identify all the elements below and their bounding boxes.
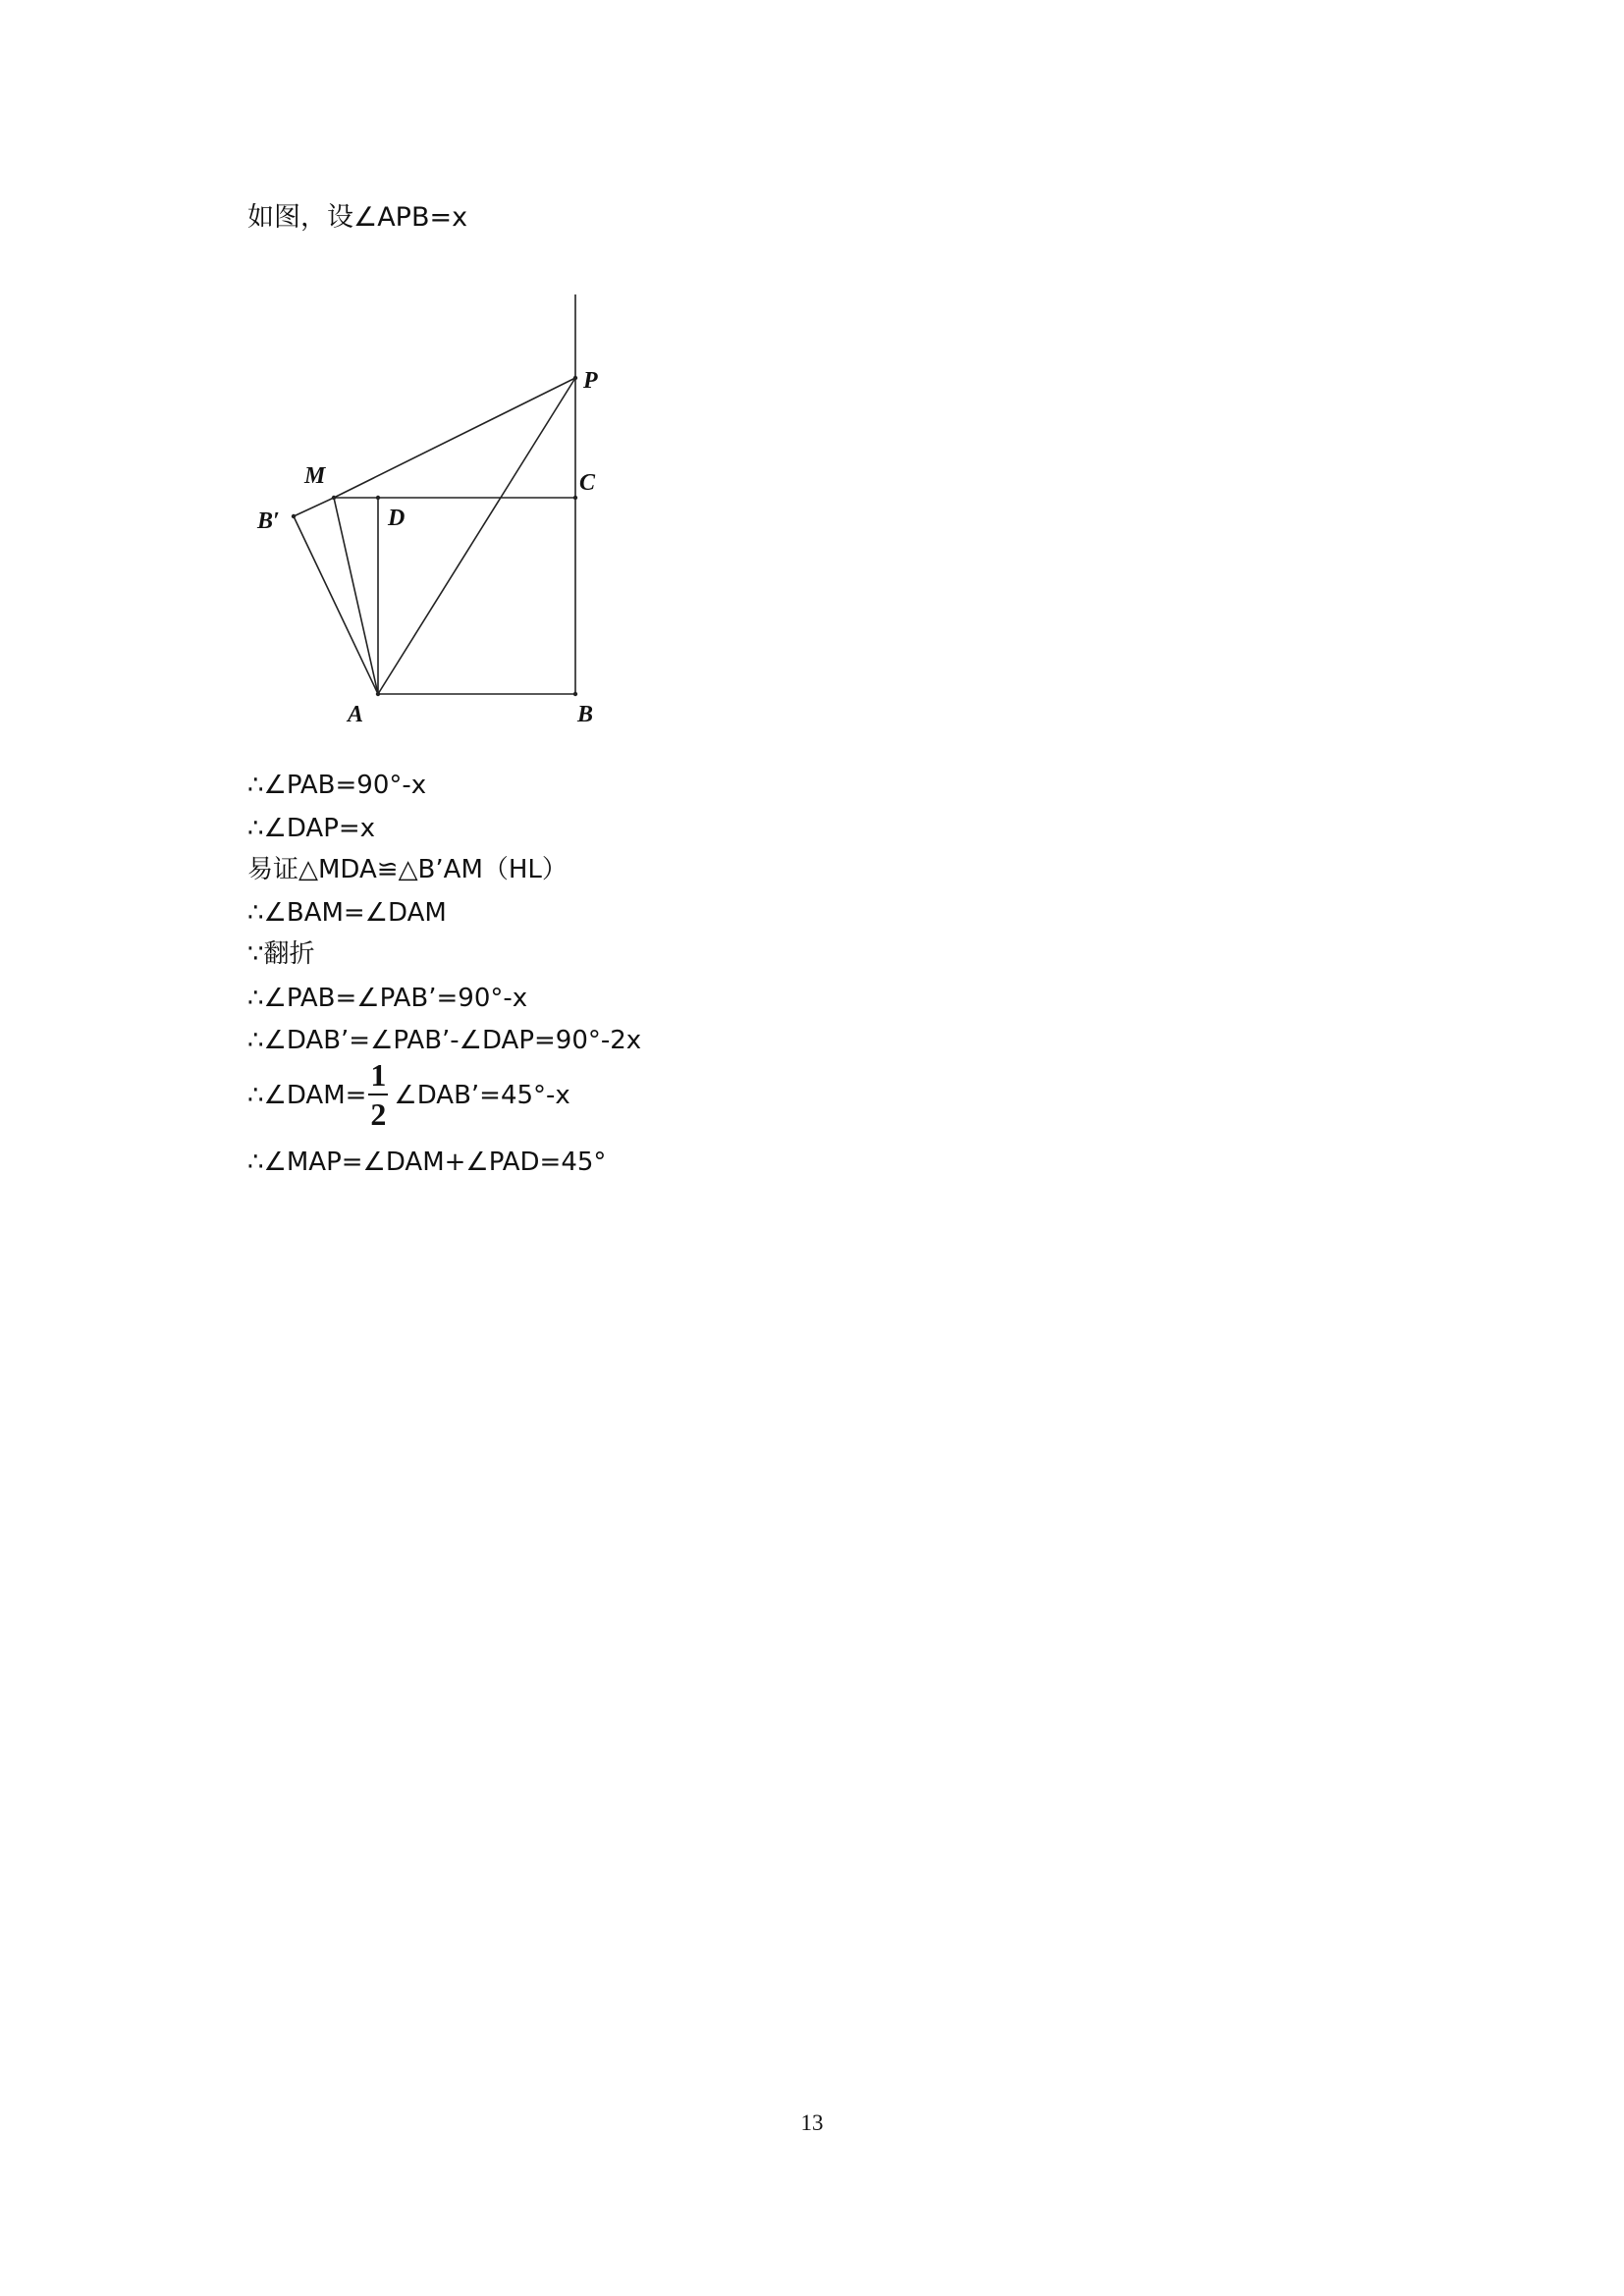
proof-step: ∴∠MAP=∠DAM+∠PAD=45° bbox=[247, 1148, 607, 1177]
point-a-dot bbox=[376, 692, 380, 696]
segment-a-b-prime bbox=[294, 516, 378, 694]
point-d-dot bbox=[376, 496, 380, 500]
geometry-diagram bbox=[245, 290, 619, 731]
segment-m-p bbox=[334, 378, 575, 498]
proof-step: ∵翻折 bbox=[247, 939, 315, 969]
proof-step-with-fraction bbox=[247, 1056, 570, 1135]
step-text-after-fraction: ∠DAB’=45°-x bbox=[394, 1081, 570, 1110]
fraction-one-half bbox=[368, 1056, 388, 1132]
point-m-dot bbox=[332, 496, 336, 500]
label-p: P bbox=[583, 368, 598, 394]
fraction-numerator: 1 bbox=[368, 1059, 388, 1095]
proof-step: ∴∠PAB=∠PAB’=90°-x bbox=[247, 984, 528, 1013]
geometry-figure bbox=[245, 290, 619, 731]
proof-step: ∴∠BAM=∠DAM bbox=[247, 898, 447, 928]
point-p-dot bbox=[573, 376, 577, 380]
proof-step: ∴∠DAB’=∠PAB’-∠DAP=90°-2x bbox=[247, 1026, 642, 1055]
step-text-before-fraction: ∴∠DAM= bbox=[247, 1081, 367, 1110]
proof-step: ∴∠PAB=90°-x bbox=[247, 771, 427, 800]
label-d: D bbox=[388, 506, 406, 531]
label-b: B bbox=[577, 702, 594, 727]
page-number: 13 bbox=[800, 2110, 824, 2135]
point-b-dot bbox=[573, 692, 577, 696]
fraction-denominator: 2 bbox=[370, 1095, 387, 1132]
segment-b-prime-m bbox=[294, 498, 334, 516]
proof-step: 易证△MDA≌△B’AM（HL） bbox=[247, 855, 568, 884]
label-a: A bbox=[348, 702, 364, 727]
segment-a-p bbox=[378, 378, 575, 694]
point-b-prime-dot bbox=[292, 514, 296, 518]
point-c-dot bbox=[573, 496, 577, 500]
proof-step: ∴∠DAP=x bbox=[247, 814, 376, 843]
label-b-prime: B′ bbox=[257, 508, 280, 534]
intro-line: 如图，设∠APB=x bbox=[247, 202, 468, 233]
label-m: M bbox=[304, 463, 326, 489]
segment-a-m bbox=[334, 498, 378, 694]
label-c: C bbox=[579, 470, 596, 496]
